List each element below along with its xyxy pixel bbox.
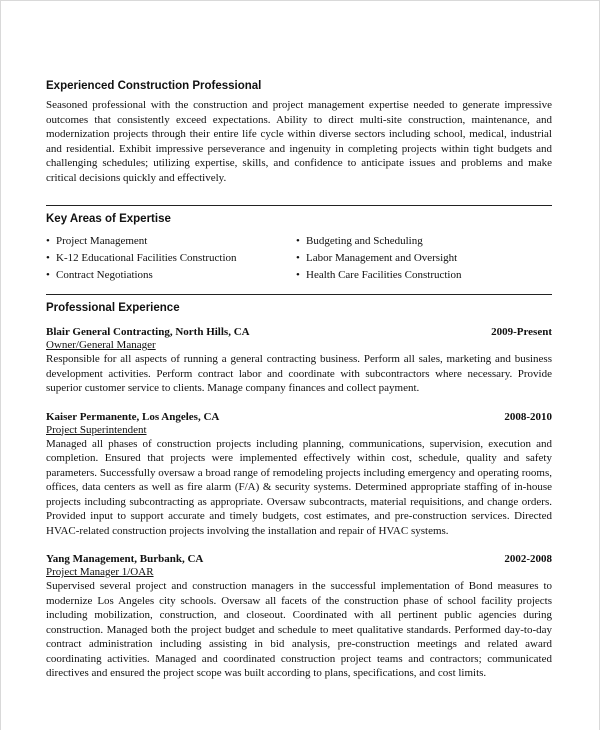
expertise-column-right	[296, 233, 546, 284]
expertise-item	[296, 233, 546, 250]
expertise-item-label: K-12 Educational Facilities Construction	[56, 252, 237, 264]
expertise-item	[296, 250, 546, 267]
bullet-icon: •	[46, 252, 50, 264]
resume-content	[46, 78, 552, 681]
expertise-list	[46, 233, 552, 284]
job-title: Owner/General Manager	[46, 339, 156, 351]
summary-heading: Experienced Construction Professional	[46, 80, 262, 92]
experience-heading: Professional Experience	[46, 302, 180, 314]
expertise-item	[296, 267, 546, 284]
job-title: Project Superintendent	[46, 423, 147, 436]
expertise-item-label: Project Management	[56, 235, 148, 247]
bullet-icon: •	[296, 269, 300, 281]
job-entry	[46, 552, 552, 681]
job-header	[46, 325, 552, 339]
job-company: Yang Management, Burbank, CA	[46, 553, 204, 565]
summary-text: Seasoned professional with the construction and project management expertise needed to generate impressive outcomes that consistently exceed expectations. Ability to direct multi-site construction, maintenance, and modernization projects through their entire life cycle within diverse sectors including school, medical, industrial and residential. Exhibit impressive perseverance and ingenuity in completing projects within tight budgets and challenging schedules; utilizing expertise, skills, and confidence to anticipate issues and problems and make critical decisions quickly and effectively.	[46, 99, 552, 184]
expertise-section	[46, 211, 552, 284]
expertise-item-label: Health Care Facilities Construction	[306, 269, 462, 281]
expertise-item-label: Contract Negotiations	[56, 269, 153, 281]
expertise-item-label: Labor Management and Oversight	[306, 252, 458, 264]
job-title: Project Manager 1/OAR	[46, 566, 154, 578]
bullet-icon: •	[296, 235, 300, 247]
section-divider	[46, 205, 552, 206]
job-description: Supervised several project and construction managers in the successful implementation of Bond measures to modernize Los Angeles city schools. Oversaw all facets of the construction phase of school facility projects including mobilization, construction, and closeout. Coordinated with all pertinent public agencies during construction. Managed both the project budget and schedule to meet qualitative standards. Performed day-to-day contract administration including assisting in bid analysis, pre-construction meetings and related award coordinating activities. Managed and coordinated construction project teams and contractors; communicated directives and ensured the project scope was built according to plans, specifications, and cost limits.	[46, 580, 552, 679]
job-description: Managed all phases of construction projects including planning, communications, supervision, execution and completion. Ensured that projects were implemented effectively within cost, schedule, quality and safety parameters. Successfully oversaw a broad range of remodeling projects including emergency and operating rooms, offices, data centers as well as fire alarm (F/A) & security systems. Determined appropriate staffing of in-house projects including subcontracting as appropriate. Oversaw subcontracts, material requisitions, and change orders. Provided input to support accurate and timely budgets, cost estimates, and pre-construction services. Directed HVAC-related construction projects involving the installation and repair of HVAC systems.	[46, 437, 552, 537]
job-header	[46, 410, 552, 424]
job-header	[46, 552, 552, 566]
bullet-icon: •	[46, 235, 50, 247]
expertise-heading: Key Areas of Expertise	[46, 213, 171, 225]
expertise-item	[46, 250, 296, 267]
job-company: Blair General Contracting, North Hills, CA	[46, 326, 250, 338]
section-divider	[46, 294, 552, 295]
job-entry	[46, 410, 552, 539]
job-dates: 2008-2010	[504, 410, 552, 423]
expertise-column-left	[46, 233, 296, 284]
bullet-icon: •	[296, 252, 300, 264]
job-description: Responsible for all aspects of running a general contracting business. Perform all sales, marketing and business development activities. Perform contract labor and coordinate with subcontractors where necessary. Provide superior customer service to clients. Manage company finances and collect payment.	[46, 353, 552, 394]
job-company: Kaiser Permanente, Los Angeles, CA	[46, 410, 220, 423]
job-dates: 2009-Present	[491, 326, 552, 338]
expertise-item-label: Budgeting and Scheduling	[306, 235, 423, 247]
expertise-item	[46, 233, 296, 250]
bullet-icon: •	[46, 269, 50, 281]
expertise-item	[46, 267, 296, 284]
job-dates: 2002-2008	[504, 553, 552, 565]
job-entry	[46, 325, 552, 396]
summary-section	[46, 78, 552, 185]
experience-section	[46, 300, 552, 681]
